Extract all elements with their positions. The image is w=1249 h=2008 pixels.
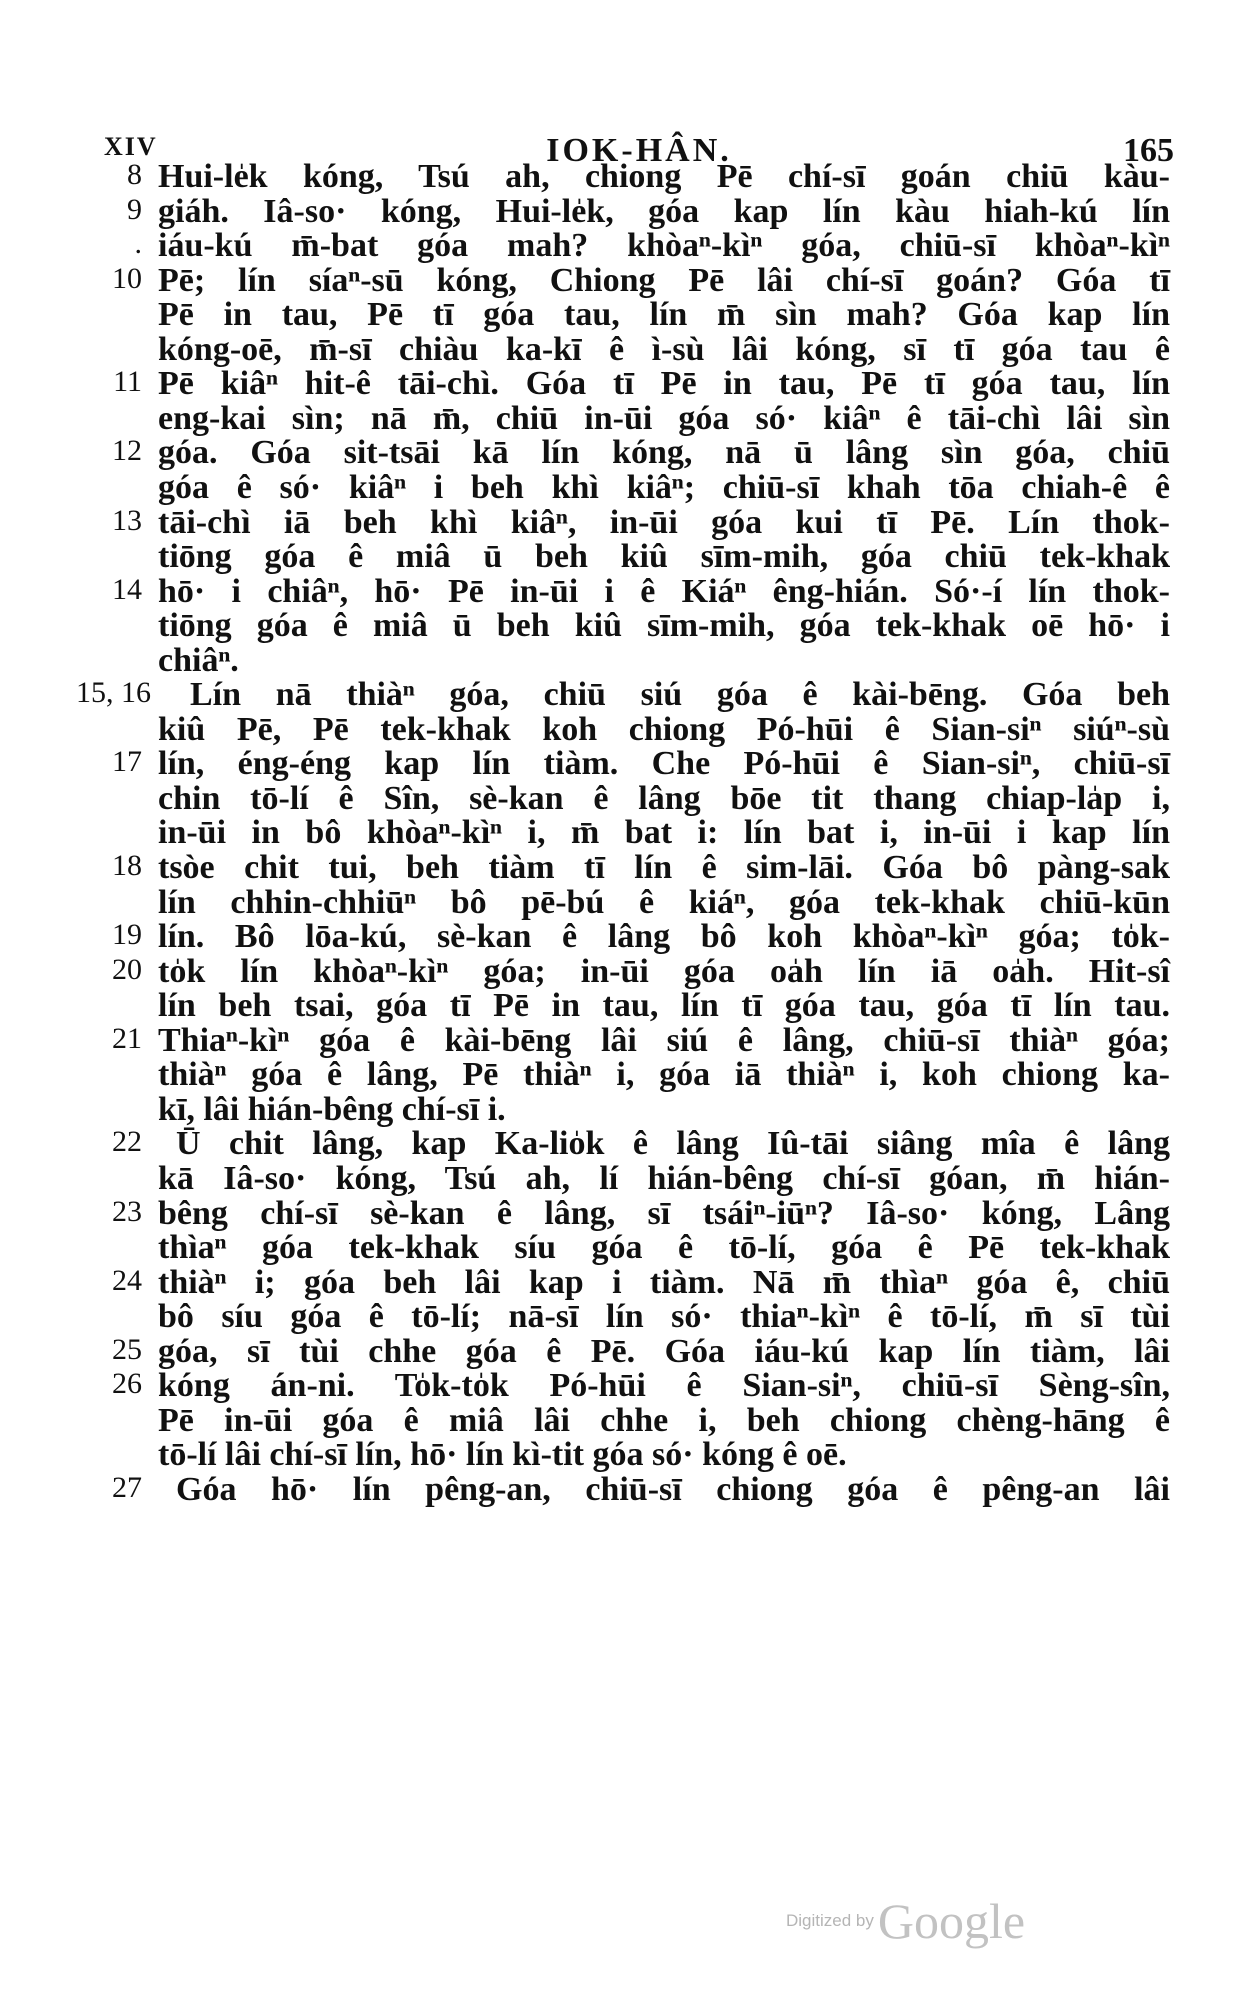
line-text: Góa hō· lín pêng-an, chiū-sī chiong góa ê pêng-an lâi [176,1470,1170,1508]
line-text: kóng-oē, m̄-sī chiàu ka-kī ê ì-sù lâi kóng, sī tī góa tau ê [158,330,1170,368]
line-text: kī, lâi hián-bêng chí-sī i. [158,1090,506,1128]
line-text: Lín nā thiàⁿ góa, chiū siú góa ê kài-bēng. Góa beh [190,676,1170,714]
verse-number: 9 [127,192,142,226]
line-text: góa, sī tùi chhe góa ê Pē. Góa iáu-kú kap lín tiàm, lâi [158,1332,1170,1370]
text-line [0,1471,1249,1511]
line-text: Hui-le̍k kóng, Tsú ah, chiong Pē chí-sī goán chiū kàu- [158,158,1170,195]
line-text: tiōng góa ê miâ ū beh kiû sīm-mih, góa chiū tek-khak [158,538,1170,576]
line-text: Pē in-ūi góa ê miâ lâi chhe i, beh chiong chèng-hāng ê [158,1401,1170,1439]
line-text: Pē kiâⁿ hit-ê tāi-chì. Góa tī Pē in tau, Pē tī góa tau, lín [158,365,1170,403]
line-text: thiàⁿ góa ê lâng, Pē thiàⁿ i, góa iā thiàⁿ i, koh chiong ka- [158,1056,1170,1094]
verse-number: 26 [112,1367,142,1401]
verse-number: 10 [112,261,142,295]
verse-number: . [134,227,142,261]
verse-number: 15, 16 [76,676,151,710]
verse-number: 20 [112,952,142,986]
verse-number: 19 [112,918,142,952]
verse-number: 18 [112,849,142,882]
line-text: góa. Góa sit-tsāi kā lín kóng, nā ū lâng sìn góa, chiū [158,434,1170,472]
line-text: kóng án-ni. To̍k-to̍k Pó-hūi ê Sian-siⁿ, chiū-sī Sèng-sîn, [158,1367,1170,1405]
digitized-watermark [786,1892,1026,1949]
verse-number: 22 [112,1125,142,1159]
watermark-brand: Google [877,1893,1026,1949]
line-text: tiōng góa ê miâ ū beh kiû sīm-mih, góa tek-khak oē hō· i [158,607,1170,645]
line-text: thìaⁿ góa tek-khak síu góa ê tō-lí, góa ê Pē tek-khak [158,1229,1170,1267]
line-text: kā Iâ-so· kóng, Tsú ah, lí hián-bêng chí-sī góan, m̄ hián- [158,1159,1170,1197]
verse-number: 17 [112,745,142,779]
verse-number: 24 [112,1263,142,1297]
line-text: kiû Pē, Pē tek-khak koh chiong Pó-hūi ê Sian-siⁿ siúⁿ-sù [158,710,1170,748]
line-text: Pē in tau, Pē tī góa tau, lín m̄ sìn mah? Góa kap lín [158,296,1170,334]
line-text: bêng chí-sī sè-kan ê lâng, sī tsáiⁿ-iūⁿ? Iâ-so· kóng, Lâng [158,1194,1170,1232]
line-text: lín beh tsai, góa tī Pē in tau, lín tī góa tau, góa tī lín tau. [158,987,1170,1025]
line-text: thiàⁿ i; góa beh lâi kap i tiàm. Nā m̄ thìaⁿ góa ê, chiū [158,1263,1170,1301]
book-title: IOK-HÂN. [546,132,732,169]
line-text: tāi-chì iā beh khì kiâⁿ, in-ūi góa kui tī Pē. Lín thok- [158,503,1170,541]
line-text: hō· i chiâⁿ, hō· Pē in-ūi i ê Kiáⁿ êng-hián. Só·-í lín thok- [158,572,1170,610]
verse-number: 23 [112,1194,142,1228]
line-text: lín chhin-chhiūⁿ bô pē-bú ê kiáⁿ, góa tek-khak chiū-kūn [158,883,1170,921]
line-text: giáh. Iâ-so· kóng, Hui-le̍k, góa kap lín kàu hiah-kú lín [158,192,1170,230]
verse-number: 11 [113,365,142,399]
line-text: eng-kai sìn; nā m̄, chiū in-ūi góa só· kiâⁿ ê tāi-chì lâi sìn [158,399,1170,437]
line-text: bô síu góa ê tō-lí; nā-sī lín só· thiaⁿ-kìⁿ ê tō-lí, m̄ sī tùi [158,1298,1170,1336]
verse-number: 13 [112,503,142,537]
line-text: Thiaⁿ-kìⁿ góa ê kài-bēng lâi siú ê lâng, chiū-sī thiàⁿ góa; [158,1021,1170,1059]
verse-number: 12 [112,434,142,468]
verse-number: 27 [112,1470,142,1504]
verse-number: 14 [112,572,142,606]
line-text: chin tō-lí ê Sîn, sè-kan ê lâng bōe tit thang chiap-la̍p i, [158,779,1170,817]
line-text: lín. Bô lōa-kú, sè-kan ê lâng bô koh khòaⁿ-kìⁿ góa; to̍k- [158,918,1170,956]
verse-number: 21 [112,1021,142,1055]
watermark-prefix: Digitized by [786,1911,874,1930]
verse-number: 8 [127,158,142,191]
line-text: chiâⁿ. [158,641,239,679]
line-text: in-ūi in bô khòaⁿ-kìⁿ i, m̄ bat i: lín bat i, in-ūi i kap lín [158,814,1170,852]
line-text: to̍k lín khòaⁿ-kìⁿ góa; in-ūi góa oa̍h lín iā oa̍h. Hit-sî [158,952,1170,990]
line-text: iáu-kú m̄-bat góa mah? khòaⁿ-kìⁿ góa, chiū-sī khòaⁿ-kìⁿ [158,227,1170,265]
line-text: Ū chit lâng, kap Ka-lio̍k ê lâng Iû-tāi siâng mîa ê lâng [176,1125,1170,1163]
page-number: 165 [1123,132,1174,169]
line-text: tsòe chit tui, beh tiàm tī lín ê sim-lāi. Góa bô pàng-sak [158,849,1170,886]
verse-number: 25 [112,1332,142,1366]
line-text: góa ê só· kiâⁿ i beh khì kiâⁿ; chiū-sī khah tōa chiah-ê ê [158,468,1170,506]
line-text: Pē; lín síaⁿ-sū kóng, Chiong Pē lâi chí-sī goán? Góa tī [158,261,1170,299]
line-text: lín, éng-éng kap lín tiàm. Che Pó-hūi ê Sian-siⁿ, chiū-sī [158,745,1170,783]
line-text: tō-lí lâi chí-sī lín, hō· lín kì-tit góa só· kóng ê oē. [158,1436,847,1474]
chapter-numeral: XIV [104,132,158,161]
